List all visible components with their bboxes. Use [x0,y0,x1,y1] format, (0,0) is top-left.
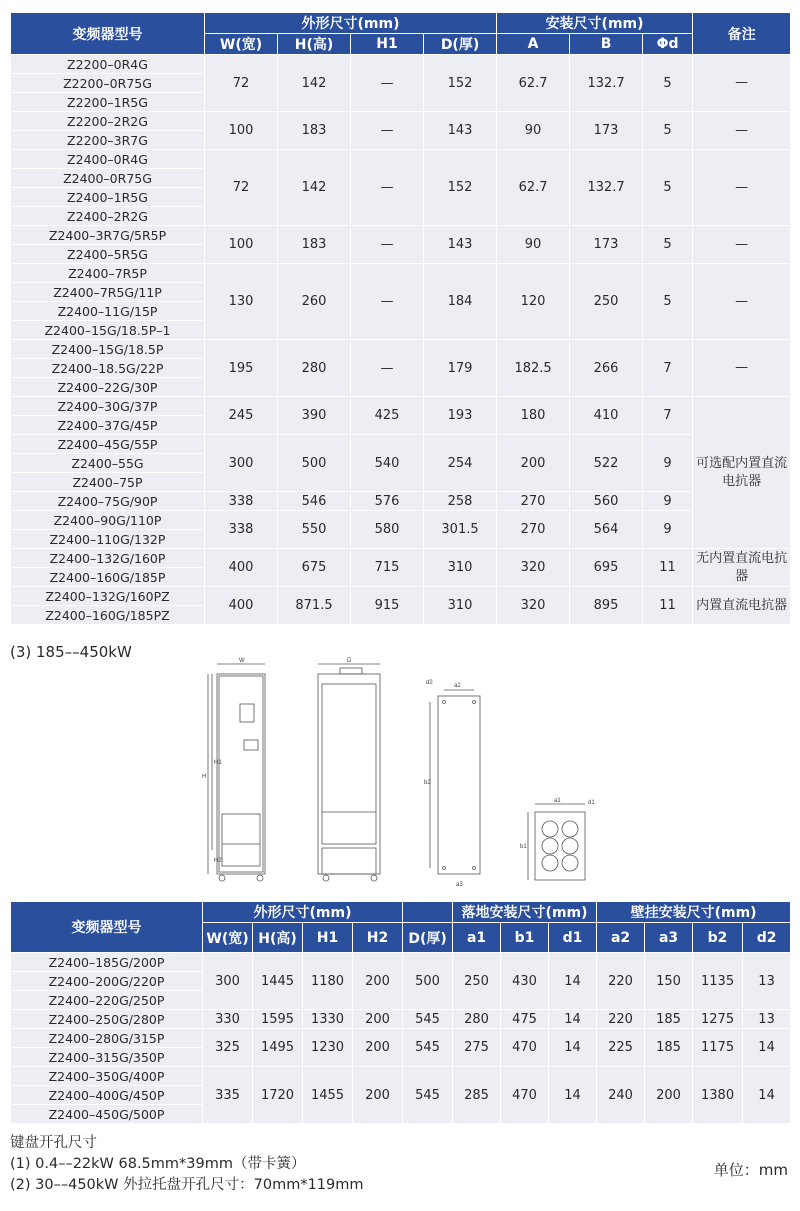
outline-drawings [190,654,610,894]
a1-cell: 250 [453,953,501,1010]
h-cell: 871.5 [278,587,351,625]
remark-cell: — [693,150,791,226]
h-cell: 280 [278,340,351,397]
h-cell: 1445 [253,953,303,1010]
h-cell: 390 [278,397,351,435]
d-cell: 254 [424,435,497,492]
d-cell: 301.5 [424,511,497,549]
h1-cell: — [351,150,424,226]
h2-cell: 200 [353,953,403,1010]
b1-cell: 470 [501,1067,549,1124]
d2-cell: 14 [743,1029,791,1067]
svg-text:H: H [202,774,207,780]
a-cell: 120 [497,264,570,340]
h2-header: H2 [353,923,403,953]
phi-header: Φd [643,34,693,55]
svg-text:a3: a3 [456,882,463,888]
table-row [11,492,791,511]
model-cell: Z2400–55G [11,454,205,473]
table-row [11,226,791,245]
table-row [11,264,791,283]
h-cell: 183 [278,226,351,264]
phi-cell: 9 [643,492,693,511]
model-cell: Z2400–0R75G [11,169,205,188]
b2-cell: 1380 [693,1067,743,1124]
b2-cell: 1275 [693,1010,743,1029]
d2-cell: 13 [743,1010,791,1029]
a3-header: a3 [645,923,693,953]
model-cell: Z2200–0R4G [11,55,205,74]
w-cell: 72 [205,150,278,226]
h2-cell: 200 [353,1029,403,1067]
h1-header: H1 [351,34,424,55]
remark-cell: — [693,112,791,150]
h-header: H(高) [253,923,303,953]
model-header: 变频器型号 [11,902,203,953]
h1-cell: 1230 [303,1029,353,1067]
w-header: W(宽) [203,923,253,953]
h1-cell: 1455 [303,1067,353,1124]
w-cell: 130 [205,264,278,340]
w-header: W(宽) [205,34,278,55]
model-cell: Z2400–160G/185PZ [11,606,205,625]
blank-header [403,902,453,923]
model-cell: Z2400–90G/110P [11,511,205,530]
model-cell: Z2400–75G/90P [11,492,205,511]
w-cell: 72 [205,55,278,112]
h-cell: 260 [278,264,351,340]
b1-header: b1 [501,923,549,953]
svg-text:a1: a1 [554,798,561,804]
h2-cell: 200 [353,1067,403,1124]
svg-text:d2: d2 [426,680,433,686]
remark-cell: 可选配内置直流电抗器 [693,397,791,549]
h1-cell: — [351,55,424,112]
phi-cell: 5 [643,55,693,112]
w-cell: 300 [205,435,278,492]
phi-cell: 5 [643,226,693,264]
h1-cell: 715 [351,549,424,587]
b-cell: 132.7 [570,55,643,112]
b1-cell: 475 [501,1010,549,1029]
d2-cell: 13 [743,953,791,1010]
d-cell: 258 [424,492,497,511]
w-cell: 100 [205,226,278,264]
keypad-cutout-title: 键盘开孔尺寸 [10,1135,97,1151]
model-cell: Z2400–15G/18.5P–1 [11,321,205,340]
d-cell: 545 [403,1010,453,1029]
d-cell: 545 [403,1067,453,1124]
install-size-header: 安装尺寸(mm) [497,13,693,34]
h-cell: 546 [278,492,351,511]
phi-cell: 9 [643,511,693,549]
b-cell: 173 [570,112,643,150]
h-cell: 675 [278,549,351,587]
table-row [11,435,791,454]
b-cell: 173 [570,226,643,264]
model-cell: Z2400–200G/220P [11,972,203,991]
model-cell: Z2400–5R5G [11,245,205,264]
w-cell: 325 [203,1029,253,1067]
model-cell: Z2400–22G/30P [11,378,205,397]
b2-cell: 1135 [693,953,743,1010]
table-row [11,150,791,169]
d-cell: 143 [424,226,497,264]
h-cell: 1720 [253,1067,303,1124]
model-cell: Z2400–132G/160P [11,549,205,568]
remark-cell: — [693,264,791,340]
a3-cell: 185 [645,1010,693,1029]
model-cell: Z2400–37G/45P [11,416,205,435]
model-cell: Z2400–7R5G/11P [11,283,205,302]
h-cell: 550 [278,511,351,549]
model-cell: Z2400–30G/37P [11,397,205,416]
w-cell: 400 [205,587,278,625]
h2-cell: 200 [353,1010,403,1029]
a3-cell: 200 [645,1067,693,1124]
model-cell: Z2200–1R5G [11,93,205,112]
d-cell: 310 [424,587,497,625]
b-cell: 560 [570,492,643,511]
svg-text:W: W [239,658,245,664]
phi-cell: 5 [643,112,693,150]
h1-cell: 1330 [303,1010,353,1029]
h-header: H(高) [278,34,351,55]
a-cell: 320 [497,549,570,587]
model-cell: Z2400–2R2G [11,207,205,226]
remark-cell: 内置直流电抗器 [693,587,791,625]
d-cell: 545 [403,1029,453,1067]
h-cell: 183 [278,112,351,150]
h-cell: 500 [278,435,351,492]
a2-header: a2 [597,923,645,953]
a1-cell: 280 [453,1010,501,1029]
h1-cell: 576 [351,492,424,511]
b-cell: 522 [570,435,643,492]
d-cell: 184 [424,264,497,340]
table-row [11,953,791,972]
model-header: 变频器型号 [11,13,205,55]
model-cell: Z2200–2R2G [11,112,205,131]
a2-cell: 225 [597,1029,645,1067]
h1-cell: — [351,340,424,397]
d1-cell: 14 [549,1029,597,1067]
a2-cell: 220 [597,953,645,1010]
model-cell: Z2400–185G/200P [11,953,203,972]
d-header: D(厚) [424,34,497,55]
phi-cell: 5 [643,264,693,340]
model-cell: Z2400–45G/55P [11,435,205,454]
b-cell: 266 [570,340,643,397]
remark-cell: — [693,55,791,112]
svg-text:b1: b1 [520,844,527,850]
svg-text:a2: a2 [454,683,461,689]
svg-text:H2: H2 [214,858,222,864]
model-cell: Z2400–132G/160PZ [11,587,205,606]
h1-cell: — [351,226,424,264]
h-cell: 1495 [253,1029,303,1067]
a-header: A [497,34,570,55]
b-cell: 250 [570,264,643,340]
d-cell: 193 [424,397,497,435]
model-cell: Z2400–15G/18.5P [11,340,205,359]
w-cell: 338 [205,511,278,549]
model-cell: Z2200–0R75G [11,74,205,93]
h1-cell: 915 [351,587,424,625]
model-cell: Z2200–3R7G [11,131,205,150]
model-cell: Z2400–0R4G [11,150,205,169]
a-cell: 270 [497,492,570,511]
h-cell: 1595 [253,1010,303,1029]
model-cell: Z2400–75P [11,473,205,492]
table-row [11,112,791,131]
d-cell: 152 [424,150,497,226]
h-cell: 142 [278,55,351,112]
model-cell: Z2400–250G/280P [11,1010,203,1029]
unit-label: 单位：mm [713,1161,788,1179]
model-cell: Z2400–18.5G/22P [11,359,205,378]
keypad-icon [240,704,254,722]
table-row [11,1067,791,1086]
a-cell: 62.7 [497,55,570,112]
dimensions-table-large [10,901,791,1124]
d2-cell: 14 [743,1067,791,1124]
a2-cell: 240 [597,1067,645,1124]
d1-cell: 14 [549,1067,597,1124]
table-row [11,1029,791,1048]
a-cell: 182.5 [497,340,570,397]
floor-install-header: 落地安装尺寸(mm) [453,902,597,923]
model-cell: Z2400–3R7G/5R5P [11,226,205,245]
h1-cell: — [351,112,424,150]
a-cell: 90 [497,112,570,150]
table-row [11,587,791,606]
a-cell: 62.7 [497,150,570,226]
outer-size-header: 外形尺寸(mm) [203,902,403,923]
w-cell: 338 [205,492,278,511]
d-header: D(厚) [403,923,453,953]
model-cell: Z2400–11G/15P [11,302,205,321]
a-cell: 180 [497,397,570,435]
w-cell: 100 [205,112,278,150]
remark-cell: 无内置直流电抗器 [693,549,791,587]
table-row [11,511,791,530]
d1-cell: 14 [549,953,597,1010]
h1-cell: 580 [351,511,424,549]
b-cell: 695 [570,549,643,587]
a1-cell: 275 [453,1029,501,1067]
w-cell: 300 [203,953,253,1010]
h1-header: H1 [303,923,353,953]
phi-cell: 7 [643,397,693,435]
a3-cell: 150 [645,953,693,1010]
keypad-cutout-line-2: (2) 30––450kW 外拉托盘开孔尺寸：70mm*119mm [10,1177,364,1193]
svg-text:H1: H1 [214,760,222,766]
a-cell: 200 [497,435,570,492]
a-cell: 320 [497,587,570,625]
model-cell: Z2400–280G/315P [11,1029,203,1048]
w-cell: 335 [203,1067,253,1124]
section-title-185-450kw: (3) 185––450kW [10,643,132,661]
model-cell: Z2400–400G/450P [11,1086,203,1105]
b-cell: 895 [570,587,643,625]
d1-cell: 14 [549,1010,597,1029]
model-cell: Z2400–1R5G [11,188,205,207]
d-cell: 143 [424,112,497,150]
remark-cell: — [693,340,791,397]
a3-cell: 185 [645,1029,693,1067]
h1-cell: — [351,264,424,340]
svg-text:d1: d1 [588,800,595,806]
d-cell: 179 [424,340,497,397]
d1-header: d1 [549,923,597,953]
table-row [11,55,791,74]
svg-text:D: D [347,658,352,664]
model-cell: Z2400–220G/250P [11,991,203,1010]
a-cell: 270 [497,511,570,549]
svg-text:b2: b2 [424,780,431,786]
dimensions-table-small [10,12,791,625]
model-cell: Z2400–350G/400P [11,1067,203,1086]
h1-cell: 1180 [303,953,353,1010]
h1-cell: 540 [351,435,424,492]
h1-cell: 425 [351,397,424,435]
w-cell: 400 [205,549,278,587]
a-cell: 90 [497,226,570,264]
model-cell: Z2400–315G/350P [11,1048,203,1067]
h-cell: 142 [278,150,351,226]
keypad-cutout-notes [10,1133,364,1196]
b-cell: 410 [570,397,643,435]
a1-cell: 285 [453,1067,501,1124]
model-cell: Z2400–450G/500P [11,1105,203,1124]
w-cell: 245 [205,397,278,435]
d-cell: 310 [424,549,497,587]
table-row [11,1010,791,1029]
phi-cell: 11 [643,549,693,587]
phi-cell: 5 [643,150,693,226]
b-header: B [570,34,643,55]
b2-cell: 1175 [693,1029,743,1067]
b-cell: 564 [570,511,643,549]
table-row [11,549,791,568]
b1-cell: 470 [501,1029,549,1067]
b-cell: 132.7 [570,150,643,226]
w-cell: 195 [205,340,278,397]
phi-cell: 7 [643,340,693,397]
phi-cell: 9 [643,435,693,492]
model-cell: Z2400–110G/132P [11,530,205,549]
w-cell: 330 [203,1010,253,1029]
b1-cell: 430 [501,953,549,1010]
a2-cell: 220 [597,1010,645,1029]
remark-header: 备注 [693,13,791,55]
b2-header: b2 [693,923,743,953]
table-row [11,340,791,359]
model-cell: Z2400–160G/185P [11,568,205,587]
model-cell: Z2400–7R5P [11,264,205,283]
remark-cell: — [693,226,791,264]
keypad-cutout-line-1: (1) 0.4––22kW 68.5mm*39mm（带卡簧） [10,1156,306,1172]
outer-size-header: 外形尺寸(mm) [205,13,497,34]
table-row [11,397,791,416]
wall-install-header: 壁挂安装尺寸(mm) [597,902,791,923]
d-cell: 152 [424,55,497,112]
a1-header: a1 [453,923,501,953]
phi-cell: 11 [643,587,693,625]
d2-header: d2 [743,923,791,953]
d-cell: 500 [403,953,453,1010]
